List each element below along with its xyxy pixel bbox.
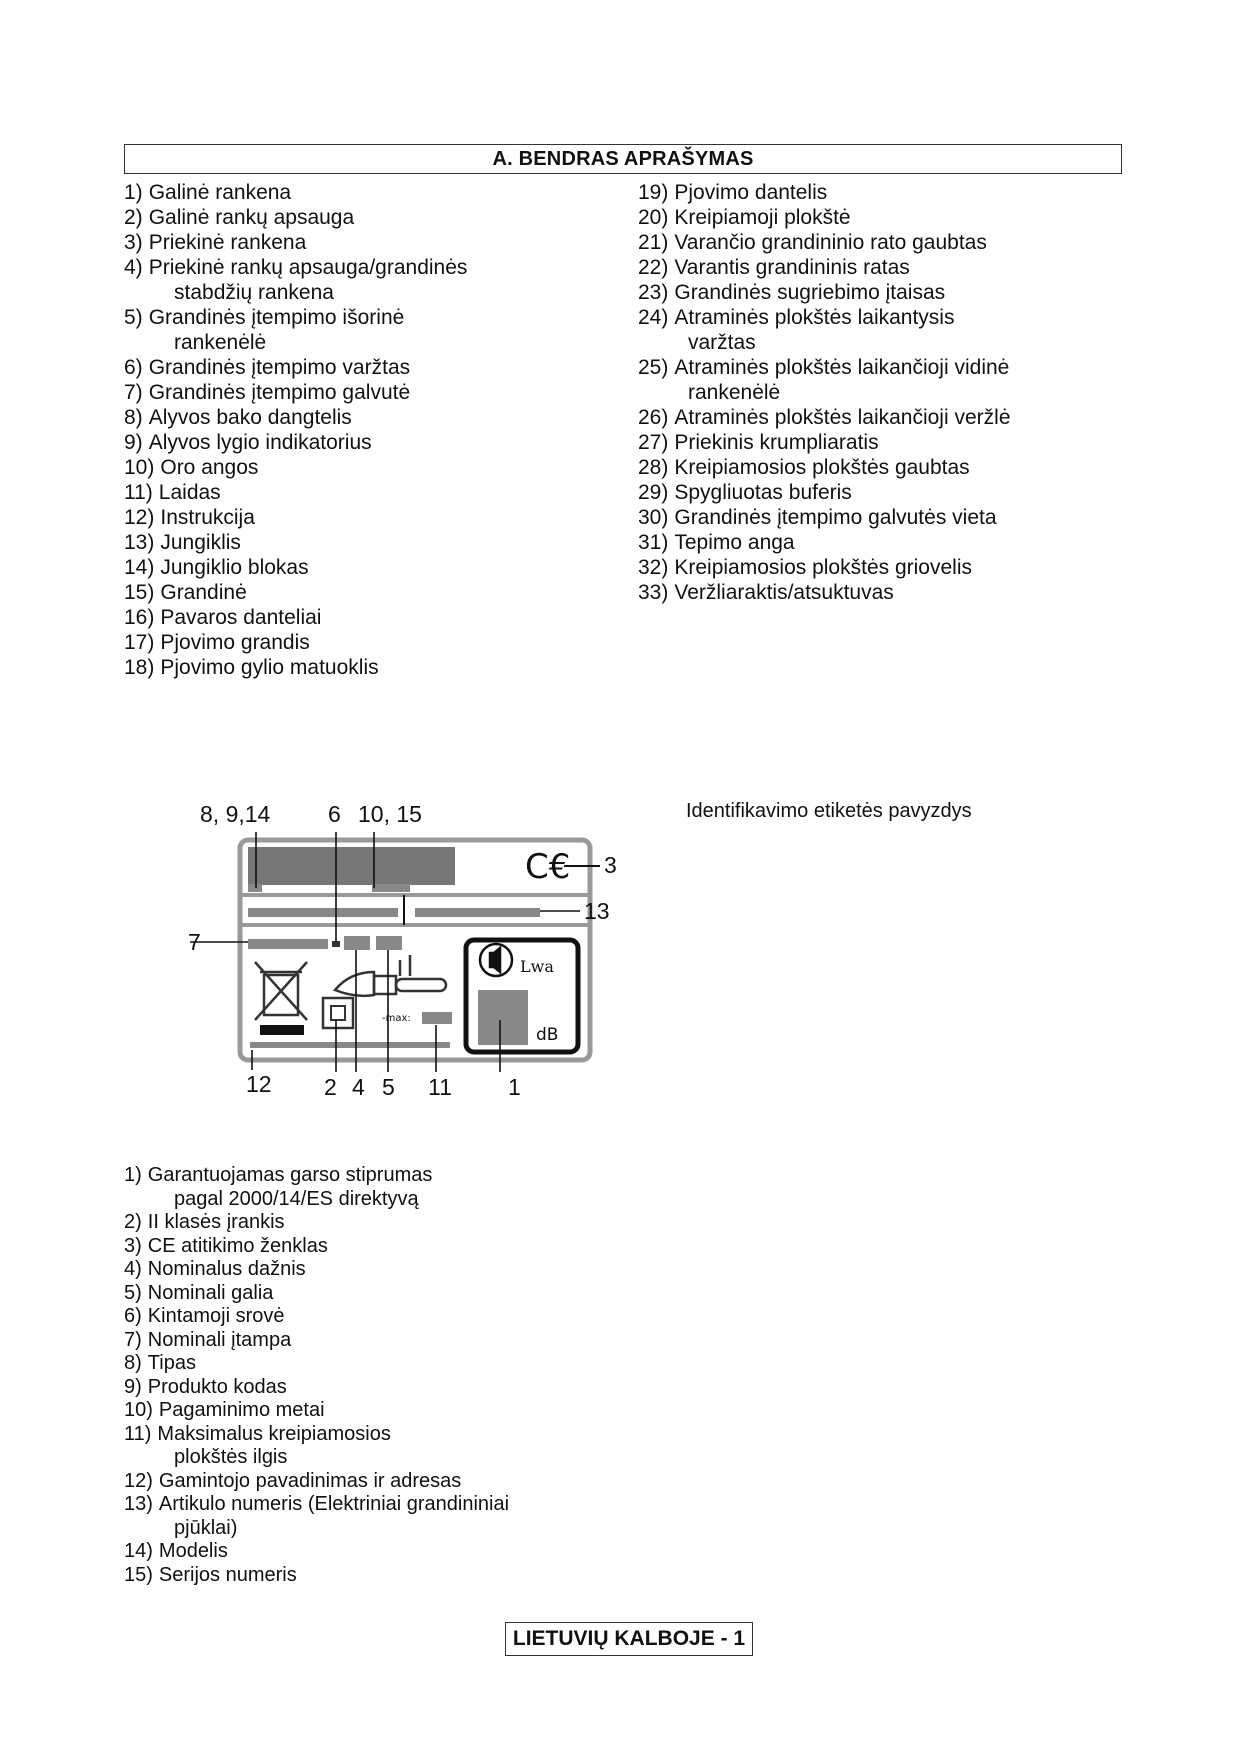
item-number: 4): [124, 256, 143, 279]
callout-5: 5: [382, 1074, 395, 1100]
list-item: [124, 205, 644, 230]
item-text: Grandinės įtempimo galvutės vieta: [674, 506, 997, 529]
item-number: 11): [124, 481, 153, 504]
item-text: Nominalus dažnis: [147, 1258, 306, 1280]
item-number: 33): [638, 581, 669, 604]
item-number: 15): [124, 1563, 153, 1586]
list-item: [124, 1235, 684, 1259]
item-text-continuation: pagal 2000/14/ES direktyvą: [174, 1187, 419, 1210]
item-number: 13): [124, 531, 155, 554]
list-item: [124, 480, 644, 505]
callout-10-15: 10, 15: [358, 801, 422, 827]
item-number: 2): [124, 1211, 142, 1233]
item-number: 25): [638, 356, 669, 379]
item-text: Galinė rankų apsauga: [148, 206, 355, 229]
item-number: 6): [124, 356, 143, 379]
list-item: [124, 580, 644, 605]
list-item: [124, 1282, 684, 1306]
list-item: [124, 1540, 684, 1564]
item-number: 2): [124, 206, 143, 229]
list-item: [638, 430, 1138, 455]
item-number: 10): [124, 1399, 153, 1421]
item-number: 9): [124, 431, 143, 454]
list-item: [124, 405, 644, 430]
parts-list-left: [124, 180, 644, 680]
item-text: Priekinis krumpliaratis: [674, 431, 879, 454]
item-text: Grandinės sugriebimo įtaisas: [674, 281, 946, 304]
item-number: 20): [638, 206, 669, 229]
item-text: Pagaminimo metai: [158, 1399, 325, 1421]
item-text-continuation: plokštės ilgis: [174, 1446, 288, 1468]
item-text: Varančio grandininio rato gaubtas: [674, 231, 987, 254]
identification-label-diagram: [160, 750, 620, 1140]
item-text: Alyvos lygio indikatorius: [148, 431, 372, 454]
item-number: 22): [638, 256, 669, 279]
item-text: Modelis: [158, 1540, 228, 1562]
list-item: [124, 555, 644, 580]
list-item: [124, 180, 644, 205]
item-number: 19): [638, 181, 669, 204]
list-item: [638, 455, 1138, 480]
item-text: Kreipiamosios plokštės gaubtas: [674, 456, 970, 479]
item-number: 26): [638, 406, 669, 429]
list-item: [124, 1470, 684, 1494]
list-item: [638, 530, 1138, 555]
item-number: 5): [124, 1281, 142, 1304]
noise-value-block: [478, 990, 528, 1045]
callout-13: 13: [584, 898, 610, 924]
item-text: Pavaros danteliai: [160, 606, 322, 629]
item-text: Varantis grandininis ratas: [674, 256, 910, 279]
item-text: Jungiklio blokas: [160, 556, 309, 579]
list-item: [124, 1423, 684, 1447]
item-number: 27): [638, 431, 669, 454]
item-text: Garantuojamas garso stiprumas: [147, 1164, 433, 1186]
item-number: 16): [124, 606, 155, 629]
label-legend: [124, 1164, 684, 1587]
list-item: [638, 405, 1138, 430]
list-item: [124, 655, 644, 680]
list-item: [124, 1399, 684, 1423]
list-item: [638, 205, 1138, 230]
item-text: Grandinės įtempimo varžtas: [148, 356, 411, 379]
item-text-continuation: rankenėlė: [174, 331, 267, 354]
item-text: Alyvos bako dangtelis: [148, 406, 352, 429]
callout-7: 7: [188, 929, 201, 955]
list-item: [124, 380, 644, 405]
item-number: 10): [124, 456, 155, 479]
item-text: Grandinė: [160, 581, 247, 604]
item-text-continuation: pjūklai): [174, 1516, 238, 1539]
item-number: 14): [124, 1540, 153, 1562]
list-item: [638, 255, 1138, 280]
item-number: 15): [124, 581, 155, 604]
db-label: dB: [536, 1025, 559, 1045]
item-text: Jungiklis: [160, 531, 241, 554]
item-text: Galinė rankena: [148, 181, 292, 204]
item-number: 9): [124, 1375, 142, 1398]
callout-4: 4: [352, 1074, 365, 1100]
item-text: CE atitikimo ženklas: [147, 1234, 328, 1257]
manufacturer-block: [248, 847, 455, 885]
item-text: Kreipiamoji plokštė: [674, 206, 851, 229]
list-item: [124, 1164, 684, 1188]
list-item: [638, 505, 1138, 530]
item-number: 18): [124, 656, 155, 679]
item-text: Nominali įtampa: [147, 1328, 292, 1351]
item-text: Tipas: [147, 1352, 196, 1374]
list-item: [124, 255, 644, 280]
list-item: [124, 430, 644, 455]
list-item: [638, 230, 1138, 255]
item-number: 14): [124, 556, 155, 579]
list-item: [638, 305, 1138, 330]
section-title: A. BENDRAS APRAŠYMAS: [124, 144, 1122, 174]
item-text: Artikulo numeris (Elektriniai grandininiai: [158, 1493, 510, 1515]
item-text: Laidas: [158, 481, 221, 504]
item-number: 31): [638, 531, 669, 554]
list-item: [124, 1352, 684, 1376]
item-number: 11): [124, 1422, 152, 1445]
item-text: Serijos numeris: [158, 1563, 297, 1586]
list-item: [124, 1305, 684, 1329]
list-item: [124, 530, 644, 555]
item-number: 12): [124, 1469, 153, 1492]
item-text: Atraminės plokštės laikančioji vidinė: [674, 356, 1010, 379]
item-text: Gamintojo pavadinimas ir adresas: [158, 1469, 462, 1492]
item-text: Oro angos: [160, 456, 259, 479]
item-number: 13): [124, 1493, 153, 1515]
list-item: [124, 1329, 684, 1353]
list-item: [638, 580, 1138, 605]
page-footer: LIETUVIŲ KALBOJE - 1: [505, 1622, 753, 1656]
item-text: Pjovimo gylio matuoklis: [160, 656, 379, 679]
item-number: 4): [124, 1258, 142, 1280]
item-number: 7): [124, 1328, 142, 1351]
item-number: 8): [124, 406, 143, 429]
item-number: 12): [124, 506, 155, 529]
item-text: Priekinė rankų apsauga/grandinės: [148, 256, 468, 279]
list-item: [638, 280, 1138, 305]
item-number: 28): [638, 456, 669, 479]
item-number: 1): [124, 1164, 142, 1186]
item-number: 32): [638, 556, 669, 579]
item-number: 1): [124, 181, 143, 204]
item-text: Spygliuotas buferis: [674, 481, 852, 504]
callout-11: 11: [428, 1074, 452, 1100]
item-text: Atraminės plokštės laikančioji veržlė: [674, 406, 1011, 429]
item-number: 30): [638, 506, 669, 529]
item-text-continuation: stabdžių rankena: [174, 281, 334, 304]
callout-2: 2: [324, 1074, 337, 1100]
item-text: Tepimo anga: [674, 531, 795, 554]
item-number: 8): [124, 1352, 142, 1374]
list-item: [124, 605, 644, 630]
item-text: Kintamoji srovė: [147, 1305, 285, 1327]
item-text: Maksimalus kreipiamosios: [157, 1422, 391, 1445]
item-text: Nominali galia: [147, 1281, 274, 1304]
list-item: [124, 230, 644, 255]
diagram-caption: Identifikavimo etiketės pavyzdys: [686, 800, 972, 822]
item-number: 23): [638, 281, 669, 304]
item-text: Veržliaraktis/atsuktuvas: [674, 581, 894, 604]
item-number: 6): [124, 1305, 142, 1327]
callout-6: 6: [328, 801, 341, 827]
item-text: Produkto kodas: [147, 1375, 287, 1398]
item-number: 21): [638, 231, 669, 254]
callout-1: 1: [508, 1074, 521, 1100]
item-number: 5): [124, 306, 143, 329]
item-text-continuation: varžtas: [688, 331, 756, 354]
callout-3: 3: [604, 852, 617, 878]
item-text: Atraminės plokštės laikantysis: [674, 306, 955, 329]
item-number: 3): [124, 1234, 142, 1257]
item-text: Grandinės įtempimo galvutė: [148, 381, 411, 404]
callout-12: 12: [246, 1071, 272, 1097]
list-item: [124, 1493, 684, 1517]
list-item: [124, 630, 644, 655]
item-text-continuation: rankenėlė: [688, 381, 781, 404]
item-number: 7): [124, 381, 143, 404]
parts-list-right: [638, 180, 1138, 605]
item-number: 3): [124, 231, 143, 254]
list-item: [638, 555, 1138, 580]
item-text: Kreipiamosios plokštės griovelis: [674, 556, 972, 579]
callout-8-9-14: 8, 9,14: [200, 801, 271, 827]
lwa-label: Lwa: [520, 957, 554, 976]
list-item: [638, 480, 1138, 505]
list-item: [124, 455, 644, 480]
list-item: [124, 1376, 684, 1400]
list-item: [124, 1564, 684, 1588]
item-number: 17): [124, 631, 155, 654]
list-item: [124, 1258, 684, 1282]
item-text: Pjovimo grandis: [160, 631, 310, 654]
item-number: 29): [638, 481, 669, 504]
item-text: Pjovimo dantelis: [674, 181, 828, 204]
list-item: [124, 1211, 684, 1235]
item-text: Priekinė rankena: [148, 231, 307, 254]
list-item: [124, 355, 644, 380]
list-item: [638, 180, 1138, 205]
item-text: II klasės įrankis: [147, 1211, 285, 1233]
item-number: 24): [638, 306, 669, 329]
list-item: [638, 355, 1138, 380]
item-text: Grandinės įtempimo išorinė: [148, 306, 405, 329]
list-item: [124, 505, 644, 530]
list-item: [124, 305, 644, 330]
max-length-label: -max:: [382, 1013, 411, 1024]
ce-mark-icon: C€: [525, 847, 571, 887]
item-text: Instrukcija: [160, 506, 255, 529]
